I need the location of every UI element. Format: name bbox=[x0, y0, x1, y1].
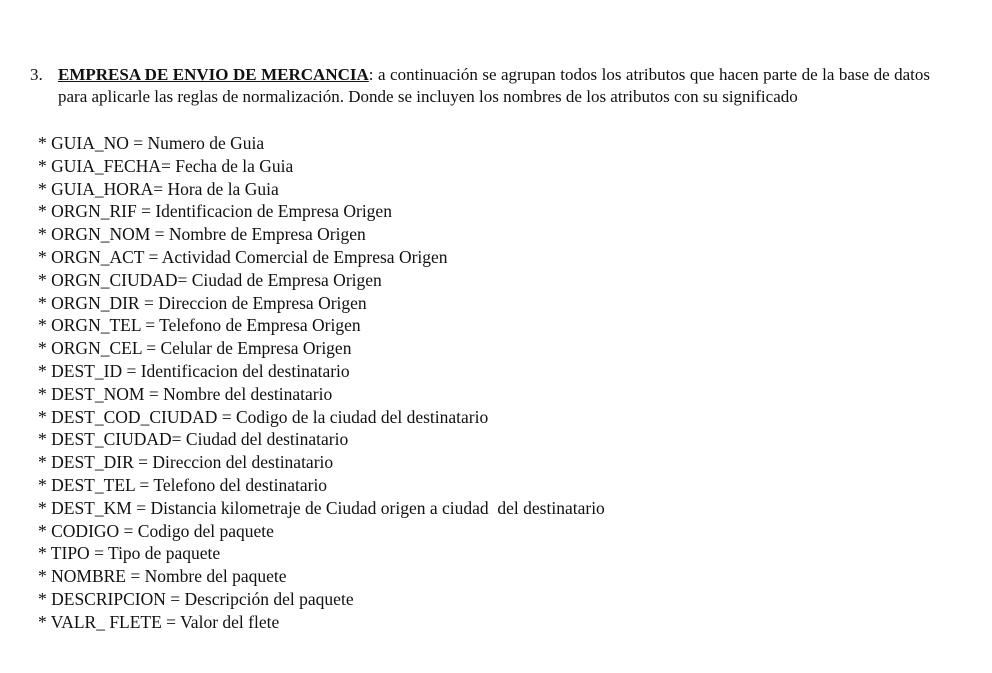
attribute-item: * DEST_TEL = Telefono del destinatario bbox=[38, 474, 328, 495]
attribute-item: * NOMBRE = Nombre del paquete bbox=[38, 566, 287, 587]
attribute-item: * DESCRIPCION = Descripción del paquete bbox=[38, 588, 354, 609]
section-title: EMPRESA DE ENVIO DE MERCANCIA bbox=[58, 65, 369, 84]
attribute-item: * ORGN_NOM = Nombre de Empresa Origen bbox=[38, 224, 366, 245]
attribute-item: * ORGN_RIF = Identificacion de Empresa Origen bbox=[38, 201, 392, 222]
attribute-item: * TIPO = Tipo de paquete bbox=[38, 543, 221, 564]
attribute-item: * ORGN_TEL = Telefono de Empresa Origen bbox=[38, 315, 361, 336]
attribute-item: * GUIA_FECHA= Fecha de la Guia bbox=[38, 155, 294, 176]
attribute-item: * DEST_COD_CIUDAD = Codigo de la ciudad del destinatario bbox=[38, 406, 489, 427]
attribute-item: * DEST_KM = Distancia kilometraje de Ciudad origen a ciudad del destinatario bbox=[38, 497, 605, 518]
section-intro: : a continuación se agrupan todos los atributos que hacen parte de la base de datos para aplicarle las reglas de normalización. Donde se incluyen los nombres de los atributos con su significado bbox=[58, 65, 930, 106]
attribute-item: * DEST_ID = Identificacion del destinatario bbox=[38, 360, 350, 381]
attribute-item: * GUIA_HORA= Hora de la Guia bbox=[38, 178, 279, 199]
attribute-item: * GUIA_NO = Numero de Guia bbox=[38, 133, 265, 153]
attribute-item: * ORGN_CIUDAD= Ciudad de Empresa Origen bbox=[38, 269, 382, 290]
attribute-item: * DEST_DIR = Direccion del destinatario bbox=[38, 452, 334, 473]
attribute-item: * ORGN_CEL = Celular de Empresa Origen bbox=[38, 338, 352, 359]
section-number: 3. bbox=[30, 65, 43, 84]
attribute-item: * DEST_NOM = Nombre del destinatario bbox=[38, 383, 333, 404]
attribute-item: * CODIGO = Codigo del paquete bbox=[38, 520, 274, 541]
attribute-item: * DEST_CIUDAD= Ciudad del destinatario bbox=[38, 429, 349, 450]
attribute-list bbox=[38, 132, 605, 634]
section-paragraph bbox=[58, 64, 930, 108]
attribute-item: * ORGN_DIR = Direccion de Empresa Origen bbox=[38, 292, 367, 313]
attribute-item: * ORGN_ACT = Actividad Comercial de Empresa Origen bbox=[38, 246, 448, 267]
attribute-item: * VALR_ FLETE = Valor del flete bbox=[38, 611, 280, 632]
